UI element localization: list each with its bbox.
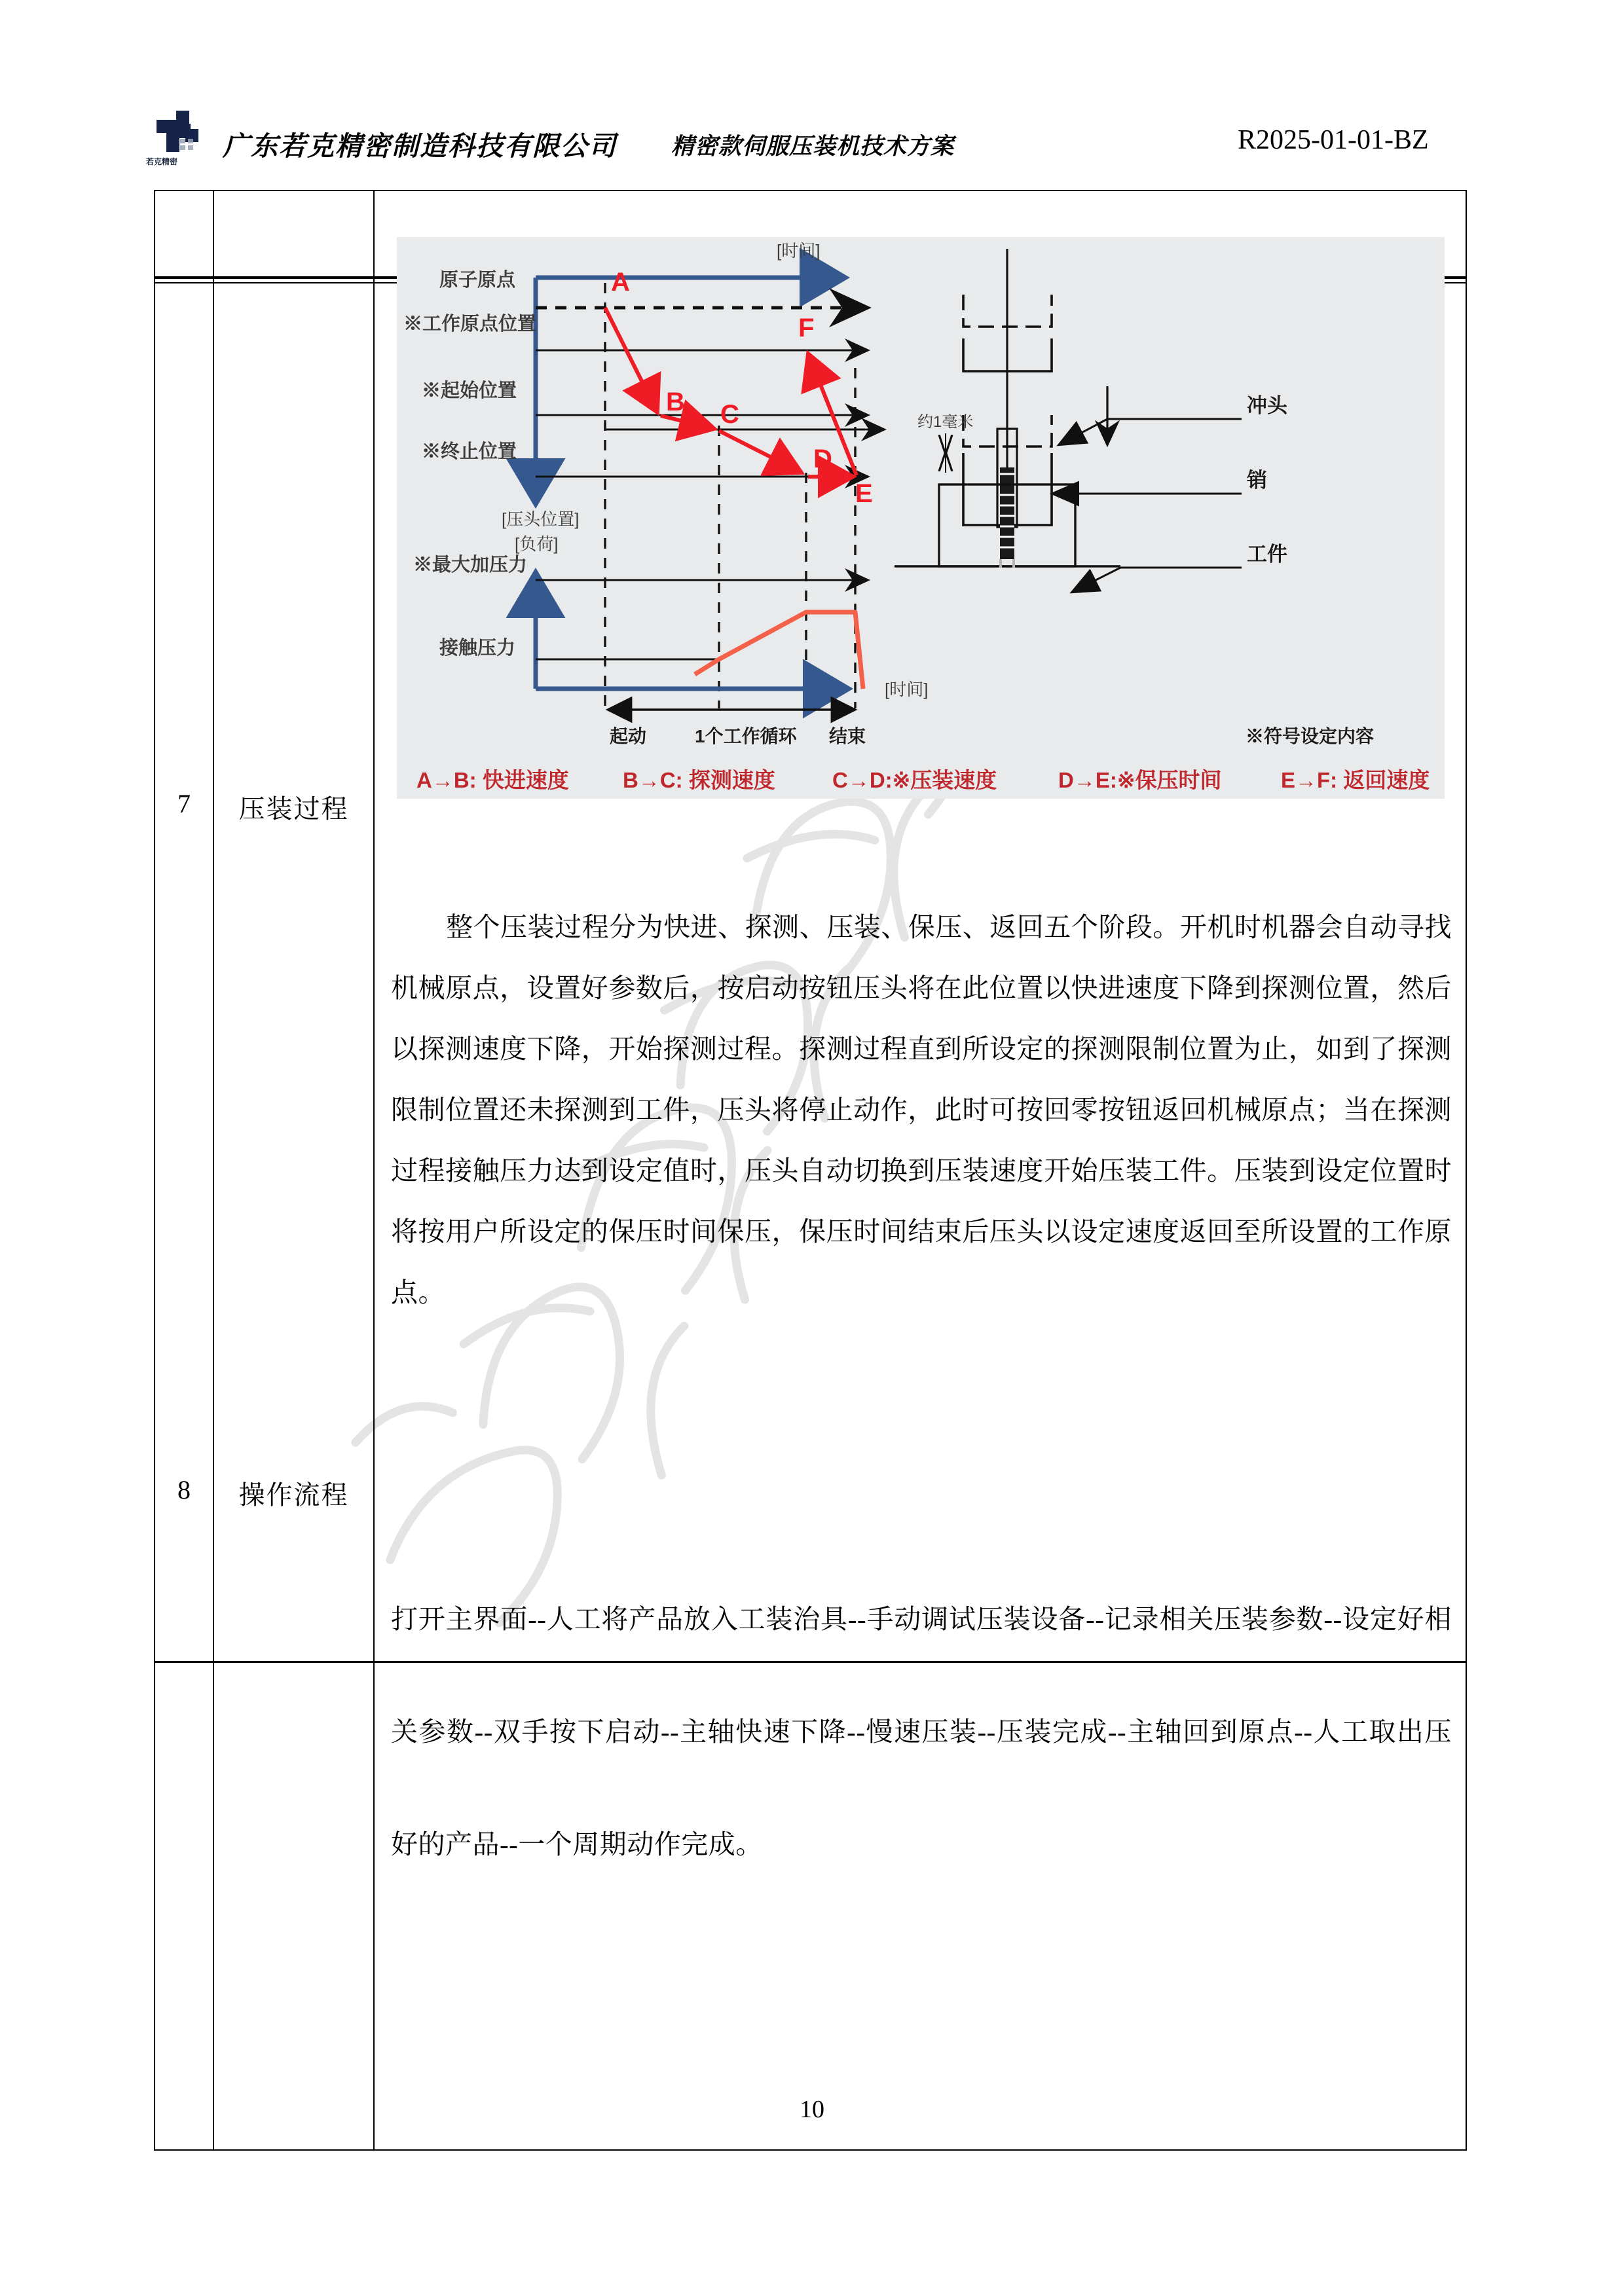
- diagram-point-B: B: [666, 388, 685, 416]
- table-row-number-7: 7: [177, 789, 191, 818]
- header-doc-code: R2025-01-01-BZ: [1238, 125, 1429, 155]
- diagram-cycle-middle: 1个工作循环: [695, 726, 797, 746]
- diagram-machine-label-workpiece: 工件: [1247, 543, 1287, 566]
- diagram-canvas: [397, 237, 1445, 761]
- diagram-machine-label-pin: 销: [1247, 469, 1267, 492]
- diagram-symbol-note: ※符号设定内容: [1246, 726, 1375, 746]
- page-number: 10: [800, 2096, 824, 2123]
- diagram-cycle-start: 起动: [610, 726, 647, 746]
- diagram-legend-item-2: C→D:※压装速度: [832, 768, 997, 792]
- diagram-point-F: F: [798, 314, 815, 342]
- diagram-level-label-2: ※起始位置: [422, 380, 517, 401]
- row-7-body-text: 整个压装过程分为快进、探测、压装、保压、返回五个阶段。开机时机器会自动寻找机械原点，设置好参数后，按启动按钮压头将在此位置以快进速度下降到探测位置，然后以探测速度下降，开始探测过程。探测过程直到所设定的探测限制位置为止，如到了探测限制位置还未探测到工件，压头将停止动作，此时可按回零按钮返回机械原点；当在探测过程接触压力达到设定值时，压头自动切换到压装速度开始压装工件。压装到设定位置时将按用户所设定的保压时间保压，保压时间结束后压头以设定速度返回至所设置的工作原点。: [391, 912, 1452, 1307]
- page-header: [146, 98, 1467, 170]
- table-column-divider-1: [213, 191, 214, 2149]
- diagram-cycle-end: 结束: [829, 726, 866, 746]
- press-process-diagram: [373, 191, 1467, 807]
- diagram-legend-item-1: B→C: 探测速度: [623, 768, 775, 792]
- diagram-level-label-1: ※工作原点位置: [403, 314, 537, 335]
- diagram-gap-note: 约1毫米: [917, 413, 974, 431]
- header-doc-title: 精密款伺服压装机技术方案: [671, 134, 955, 159]
- diagram-load-label-0: ※最大加压力: [413, 555, 528, 575]
- diagram-load-axis-label: [负荷]: [515, 534, 559, 554]
- diagram-load-label-1: 接触压力: [439, 638, 516, 659]
- diagram-legend-item-4: E→F: 返回速度: [1281, 768, 1430, 792]
- diagram-legend-item-0: A→B: 快进速度: [416, 768, 569, 792]
- company-logo-icon: [142, 100, 221, 168]
- table-row-name-8: 操作流程: [238, 1480, 349, 1510]
- diagram-point-E: E: [855, 479, 873, 508]
- spec-table: [154, 190, 1467, 2151]
- diagram-legend-item-3: D→E:※保压时间: [1058, 768, 1222, 792]
- table-row-name-7: 压装过程: [238, 794, 349, 824]
- diagram-time-label-bottom: [时间]: [885, 680, 929, 699]
- diagram-point-D: D: [813, 445, 832, 473]
- diagram-position-label: [压头位置]: [502, 509, 580, 529]
- row-8-body-text: 打开主界面--人工将产品放入工装治具--手动调试压装设备--记录相关压装参数--设定好相关参数--双手按下启动--主轴快速下降--慢速压装--压装完成--主轴回到原点--人工取出压好的产品--一个周期动作完成。: [391, 1604, 1452, 1859]
- diagram-point-A: A: [611, 268, 630, 297]
- diagram-legend: [397, 759, 1445, 799]
- diagram-time-label-top: [时间]: [777, 241, 821, 261]
- svg-text:若克精密: 若克精密: [146, 157, 178, 166]
- diagram-level-label-3: ※终止位置: [422, 441, 517, 462]
- table-row-number-8: 8: [177, 1475, 191, 1504]
- diagram-level-label-0: 原子原点: [439, 270, 516, 291]
- header-company-name: 广东若克精密制造科技有限公司: [223, 131, 617, 161]
- diagram-machine-label-punch: 冲头: [1247, 394, 1287, 417]
- diagram-point-C: C: [720, 400, 739, 429]
